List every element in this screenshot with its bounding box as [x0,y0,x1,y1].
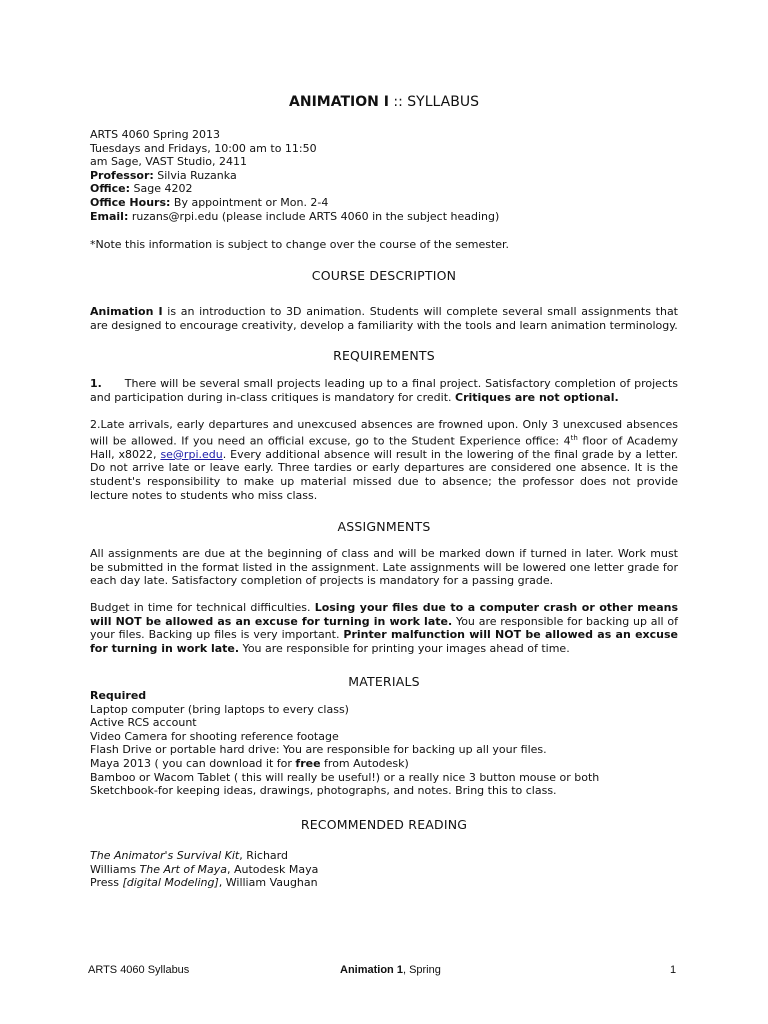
office-value: Sage 4202 [130,182,193,196]
material-item: Flash Drive or portable hard drive: You are responsible for backing up all your files. [90,743,547,757]
footer-center [340,964,441,976]
reading-text: , Richard [239,849,288,862]
footer-center-bold: Animation 1 [340,964,403,976]
assignments-p2-b: Losing your files due to a computer crash or other means will NOT be allowed as an excuse for turning in work late. [90,601,679,628]
required-label: Required [90,689,147,702]
reading-line [90,876,678,890]
requirement-2-text-b: floor of Academy Hall, x8022, [90,434,678,461]
hours-label: Office Hours: [90,195,171,209]
title-separator: :: [388,94,408,110]
page-title [0,94,768,110]
location-line: am Sage, VAST Studio, 2411 [90,155,247,169]
assignments-heading: ASSIGNMENTS [337,519,431,534]
reading-text: , Autodesk Maya [226,862,319,876]
requirement-1-bold: Critiques are not optional. [455,390,619,404]
course-name-bold: Animation I [90,305,163,318]
schedule-line: Tuesdays and Fridays, 10:00 am to 11:50 [90,141,317,155]
reading-text: Williams [90,862,140,876]
recommended-reading-heading: RECOMMENDED READING [300,817,468,832]
course-info [90,128,678,223]
book-title: The Art of Maya [139,862,227,876]
reading-line [90,849,678,863]
title-bold: ANIMATION I [289,94,389,110]
email-line [90,210,678,224]
assignments-paragraph-1: All assignments are due at the beginning of class and will be marked down if turned in later. Work must be submitted in the format listed in the assignment. Late assignments will be lowered one letter grade for each day late. Satisfactory completion of projects is mandatory for a passing grade. [90,547,678,588]
course-line: ARTS 4060 Spring 2013 [90,128,221,141]
assignments-p2-e: You are responsible for printing your images ahead of time. [239,641,570,655]
reading-text: Press [90,876,123,890]
footer-left: ARTS 4060 Syllabus [88,964,190,976]
material-item: Bamboo or Wacom Tablet ( this will really be useful!) or a really nice 3 button mouse or both [90,770,600,784]
office-label: Office: [90,182,130,196]
title-rest: SYLLABUS [407,94,479,110]
maya-text-b: from Autodesk) [320,756,409,770]
reading-text: , William Vaughan [218,876,318,890]
assignments-p2-d: Printer malfunction will NOT be allowed as an excuse for turning in work late. [90,628,678,655]
materials-heading: MATERIALS [348,674,420,689]
student-experience-email-link[interactable]: se@rpi.edu [160,447,223,461]
note-line: *Note this information is subject to change over the course of the semester. [90,238,510,251]
assignments-p2-c: You are responsible for backing up all of your files. Backing up files is very important. [90,614,678,642]
requirement-1-text: There will be several small projects leading up to a final project. Satisfactory completion of projects and participation during in-class critiques is mandatory for credit. [90,377,678,404]
book-title: [digital Modeling] [122,876,219,890]
maya-text-a: Maya 2013 ( you can download it for [90,756,296,770]
book-title: The Animator's Survival Kit [90,849,240,862]
footer-center-rest: , Spring [402,964,441,976]
material-item: Laptop computer (bring laptops to every class) [90,702,349,716]
professor-line [90,169,678,183]
professor-value: Silvia Ruzanka [153,168,237,182]
office-line [90,182,678,196]
requirement-item-1 [90,377,678,404]
material-item: Sketchbook-for keeping ideas, drawings, photographs, and notes. Bring this to class. [90,784,557,798]
course-description-body: is an introduction to 3D animation. Students will complete several small assignments that are designed to encourage creativity, develop a familiarity with the tools and learn animation terminology. [90,305,678,332]
material-item: Active RCS account [90,716,197,730]
requirement-2-text-c: . Every additional absence will result in the lowering of the final grade by a letter. Do not arrive late or leave early. Three tardies or early departures are considered one absence. It is the student's responsibility to make up material missed due to absence; the professor does not provide lecture notes to students who miss class. [90,447,678,502]
requirement-2-superscript: th [570,433,578,442]
course-description-heading: COURSE DESCRIPTION [311,268,457,283]
maya-free: free [295,756,321,770]
materials-required-label [90,689,678,703]
footer-page-number: 1 [670,964,677,976]
professor-label: Professor: [90,168,154,182]
requirement-2-text-a: 2.Late arrivals, early departures and unexcused absences are frowned upon. Only 3 unexcused absences will be allowed. If you need an official excuse, go to the Student Experience office: 4 [90,418,678,448]
hours-value: By appointment or Mon. 2-4 [170,195,329,209]
assignments-paragraph-2 [90,601,678,655]
requirement-1-number: 1. [90,377,102,390]
material-item-maya [90,757,678,771]
materials-list [90,689,678,798]
requirement-item-2 [90,418,678,502]
email-value: ruzans@rpi.edu (please include ARTS 4060 in the subject heading) [128,209,500,223]
material-item: Video Camera for shooting reference footage [90,729,339,743]
hours-line [90,196,678,210]
reading-list [90,849,678,890]
course-description-text [90,305,678,332]
requirements-heading: REQUIREMENTS [333,348,435,363]
reading-line [90,863,678,877]
email-label: Email: [90,209,129,223]
assignments-p2-a: Budget in time for technical difficulties. [90,601,315,614]
